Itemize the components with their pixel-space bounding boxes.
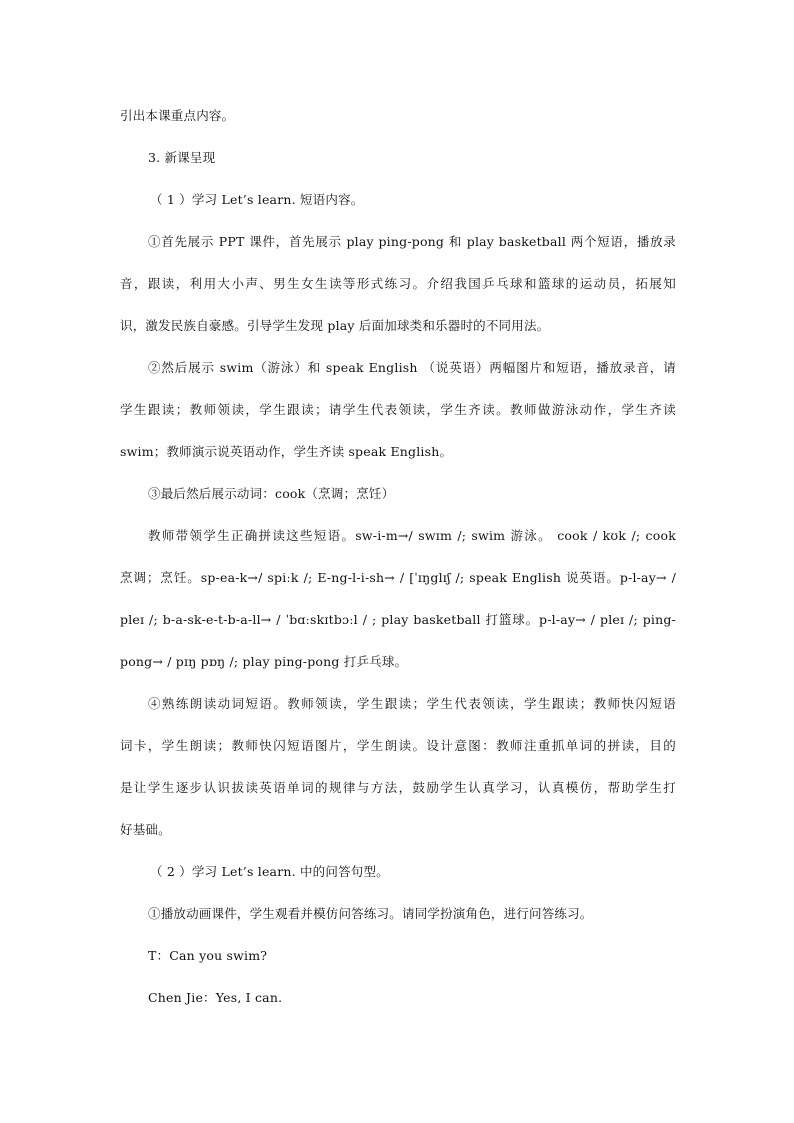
text-line: pleɪ /; b-a-sk-e-t-b-a-ll→ / ˈbɑːskɪtbɔːl / ; play basketball 打篮球。p-l-ay→ / pleɪ /; ping- [120,612,676,627]
text-line: ③最后然后展示动词：cook（烹调；烹饪） [148,486,395,501]
text-line: ①首先展示 PPT 课件，首先展示 play ping-pong 和 play basketball 两个短语，播放录 [148,234,676,249]
text-line: 音，跟读，利用大小声、男生女生读等形式练习。介绍我国乒乓球和篮球的运动员，拓展知 [120,276,676,291]
dialogue-line: T：Can you swim? [148,948,268,963]
text-line: 教师带领学生正确拼读这些短语。sw-i-m→/ swɪm /; swim 游泳。 cook / kʊk /; cook [148,528,676,543]
text-line: swim；教师演示说英语动作，学生齐读 speak English。 [120,444,453,459]
text-line: ①播放动画课件，学生观看并模仿问答练习。请同学扮演角色，进行问答练习。 [148,906,593,921]
text-line: pong→ / pɪŋ pɒŋ /; play ping-pong 打乒乓球。 [120,654,408,669]
text-line: 词卡，学生朗读；教师快闪短语图片，学生朗读。设计意图：教师注重抓单词的拼读，目的 [120,738,676,753]
section-heading: 3. 新课呈现 [148,150,216,165]
subsection-heading: （ 2 ）学习 Let’s learn. 中的问答句型。 [150,864,389,879]
text-line: 学生跟读；教师领读，学生跟读；请学生代表领读，学生齐读。教师做游泳动作，学生齐读 [120,402,676,417]
text-line: 引出本课重点内容。 [120,108,235,123]
text-line: ④熟练朗读动词短语。教师领读，学生跟读；学生代表领读，学生跟读；教师快闪短语 [148,696,676,711]
text-line: 烹调；烹饪。sp-ea-k→/ spiːk /; E-ng-l-i-sh→ / [ˈɪŋglɪʃ /; speak English 说英语。p-l-ay→ / [120,570,676,585]
text-line: ②然后展示 swim（游泳）和 speak English （说英语）两幅图片和短语，播放录音，请 [148,360,676,375]
subsection-heading: （ 1 ）学习 Let’s learn. 短语内容。 [150,192,364,207]
text-line: 识，激发民族自豪感。引导学生发现 play 后面加球类和乐器时的不同用法。 [120,318,550,333]
dialogue-line: Chen Jie：Yes, I can. [148,990,283,1005]
text-line: 好基础。 [120,822,171,837]
text-line: 是让学生逐步认识拔读英语单词的规律与方法，鼓励学生认真学习，认真模仿，帮助学生打 [120,780,676,795]
